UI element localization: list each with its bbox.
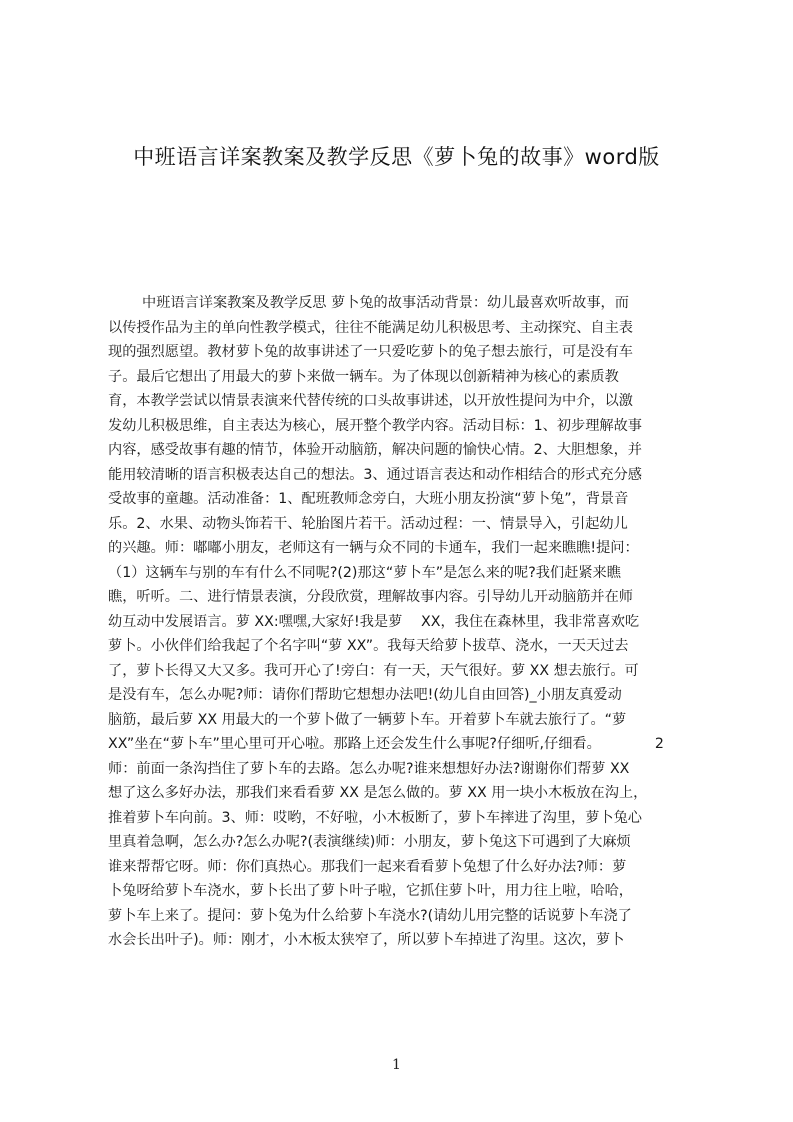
body-line: 谁来帮帮它呀。师：你们真热心。那我们一起来看看萝卜兔想了什么好办法?师：萝	[108, 858, 627, 875]
body-line: 师：前面一条沟挡住了萝卜车的去路。怎么办呢?谁来想想好办法?谢谢你们帮萝 XX	[108, 760, 630, 777]
page-number: 1	[392, 1057, 401, 1073]
body-line: 以传授作品为主的单向性教学模式，往往不能满足幼儿积极思考、主动探究、自主表	[108, 319, 633, 336]
body-line: 的兴趣。师：嘟嘟小朋友，老师这有一辆与众不同的卡通车，我们一起来瞧瞧!提问：	[108, 540, 639, 556]
body-line: 幼互动中发展语言。萝 XX:嘿嘿,大家好!我是萝 XX，我住在森林里，我非常喜欢吃	[108, 613, 640, 630]
body-line: XX”坐在“萝卜车”里心里可开心啦。那路上还会发生什么事呢?仔细听,仔细看。 2	[108, 736, 664, 752]
body-line: 是没有车，怎么办呢?师：请你们帮助它想想办法吧!(幼儿自由回答)_小朋友真爱动	[108, 687, 622, 703]
body-line: 中班语言详案教案及教学反思 萝卜兔的故事活动背景：幼儿最喜欢听故事，而	[142, 295, 629, 311]
body-line: 想了这么多好办法，那我们来看看萝 XX 是怎么做的。萝 XX 用一块小木板放在沟上，	[108, 785, 648, 801]
body-line: 里真着急啊，怎么办?怎么办呢?(表演继续)师：小朋友，萝卜兔这下可遇到了大麻烦	[108, 834, 631, 850]
body-line: 水会长出叶子)。师：刚才，小木板太狭窄了，所以萝卜车掉进了沟里。这次，萝卜	[108, 932, 625, 948]
body-line: 推着萝卜车向前。3、师：哎哟，不好啦，小木板断了，萝卜车摔进了沟里，萝卜兔心	[108, 809, 642, 826]
body-line: 萝卜车上来了。提问：萝卜兔为什么给萝卜车浇水?(请幼儿用完整的话说萝卜车浇了	[108, 907, 632, 924]
body-line: 现的强烈愿望。教材萝卜兔的故事讲述了一只爱吃萝卜的兔子想去旅行，可是没有车	[108, 344, 633, 360]
body-line: 能用较清晰的语言积极表达自己的想法。3、通过语言表达和动作相结合的形式充分感	[108, 466, 642, 483]
document-body	[108, 291, 698, 953]
body-line: 脑筋，最后萝 XX 用最大的一个萝卜做了一辆萝卜车。开着萝卜车就去旅行了。“萝	[108, 711, 627, 728]
body-line: 发幼儿积极思维，自主表达为核心，展开整个教学内容。活动目标：1、初步理解故事	[108, 417, 642, 434]
body-line: （1）这辆车与别的车有什么不同呢?(2)那这“萝卜车”是怎么来的呢?我们赶紧来瞧	[108, 564, 621, 581]
body-line: 乐。2、水果、动物头饰若干、轮胎图片若干。活动过程：一、情景导入，引起幼儿	[108, 515, 628, 532]
body-line: 了，萝卜长得又大又多。我可开心了!旁白：有一天，天气很好。萝 XX 想去旅行。可	[108, 662, 639, 679]
body-line: 卜兔呀给萝卜车浇水，萝卜长出了萝卜叶子啦，它抓住萝卜叶，用力往上啦，哈哈，	[108, 883, 633, 899]
body-line: 子。最后它想出了用最大的萝卜来做一辆车。为了体现以创新精神为核心的素质教	[108, 368, 619, 385]
body-line: 育，本教学尝试以情景表演来代替传统的口头故事讲述，以开放性提问为中介，以激	[108, 393, 633, 409]
document-title: 中班语言详案教案及教学反思《萝卜兔的故事》word版	[133, 145, 660, 169]
body-line: 内容，感受故事有趣的情节，体验开动脑筋，解决问题的愉快心情。2、大胆想象，并	[108, 442, 642, 458]
body-line: 瞧，听听。二、进行情景表演，分段欣赏，理解故事内容。引导幼儿开动脑筋并在师	[108, 589, 633, 605]
body-line: 萝卜。小伙伴们给我起了个名字叫“萝 XX”。我每天给萝卜拔草、浇水，一天天过去	[108, 638, 629, 654]
body-line: 受故事的童趣。活动准备：1、配班教师念旁白，大班小朋友扮演“萝卜兔”，背景音	[108, 491, 629, 507]
